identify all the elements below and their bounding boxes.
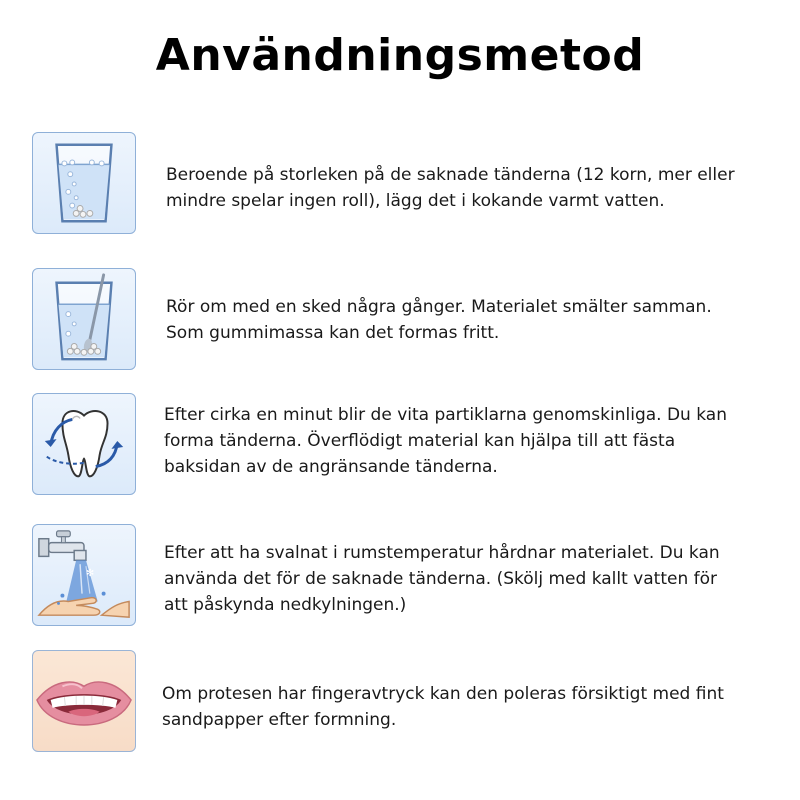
step-3-text: Efter cirka en minut blir de vita partiklarna genomskinliga. Du kan forma tänderna. Överflödigt material kan hjälpa till att fästa baksidan av de angränsande tänderna. (164, 405, 727, 477)
step-4-text: Efter att ha svalnat i rumstemperatur hårdnar materialet. Du kan använda det för de saknade tänderna. (Skölj med kallt vatten för att påskynda nedkylningen.) (164, 543, 720, 615)
page-title: Användningsmetod (155, 30, 645, 81)
glass-with-spoon-icon (32, 268, 136, 370)
step-1-text: Beroende på storleken på de saknade tänderna (12 korn, mer eller mindre spelar ingen roll), lägg det i kokande varmt vatten. (166, 165, 735, 211)
step-2-text: Rör om med en sked några gånger. Materialet smälter samman. Som gummimassa kan det formas fritt. (166, 297, 712, 343)
glass-with-granules-icon (32, 132, 136, 234)
faucet-cold-water-icon (32, 524, 136, 626)
step-5-text: Om protesen har fingeravtryck kan den poleras försiktigt med fint sandpapper efter formning. (162, 684, 724, 730)
svg-text:✻: ✻ (85, 567, 95, 579)
smiling-mouth-icon (32, 650, 136, 752)
tooth-icon (32, 393, 136, 495)
